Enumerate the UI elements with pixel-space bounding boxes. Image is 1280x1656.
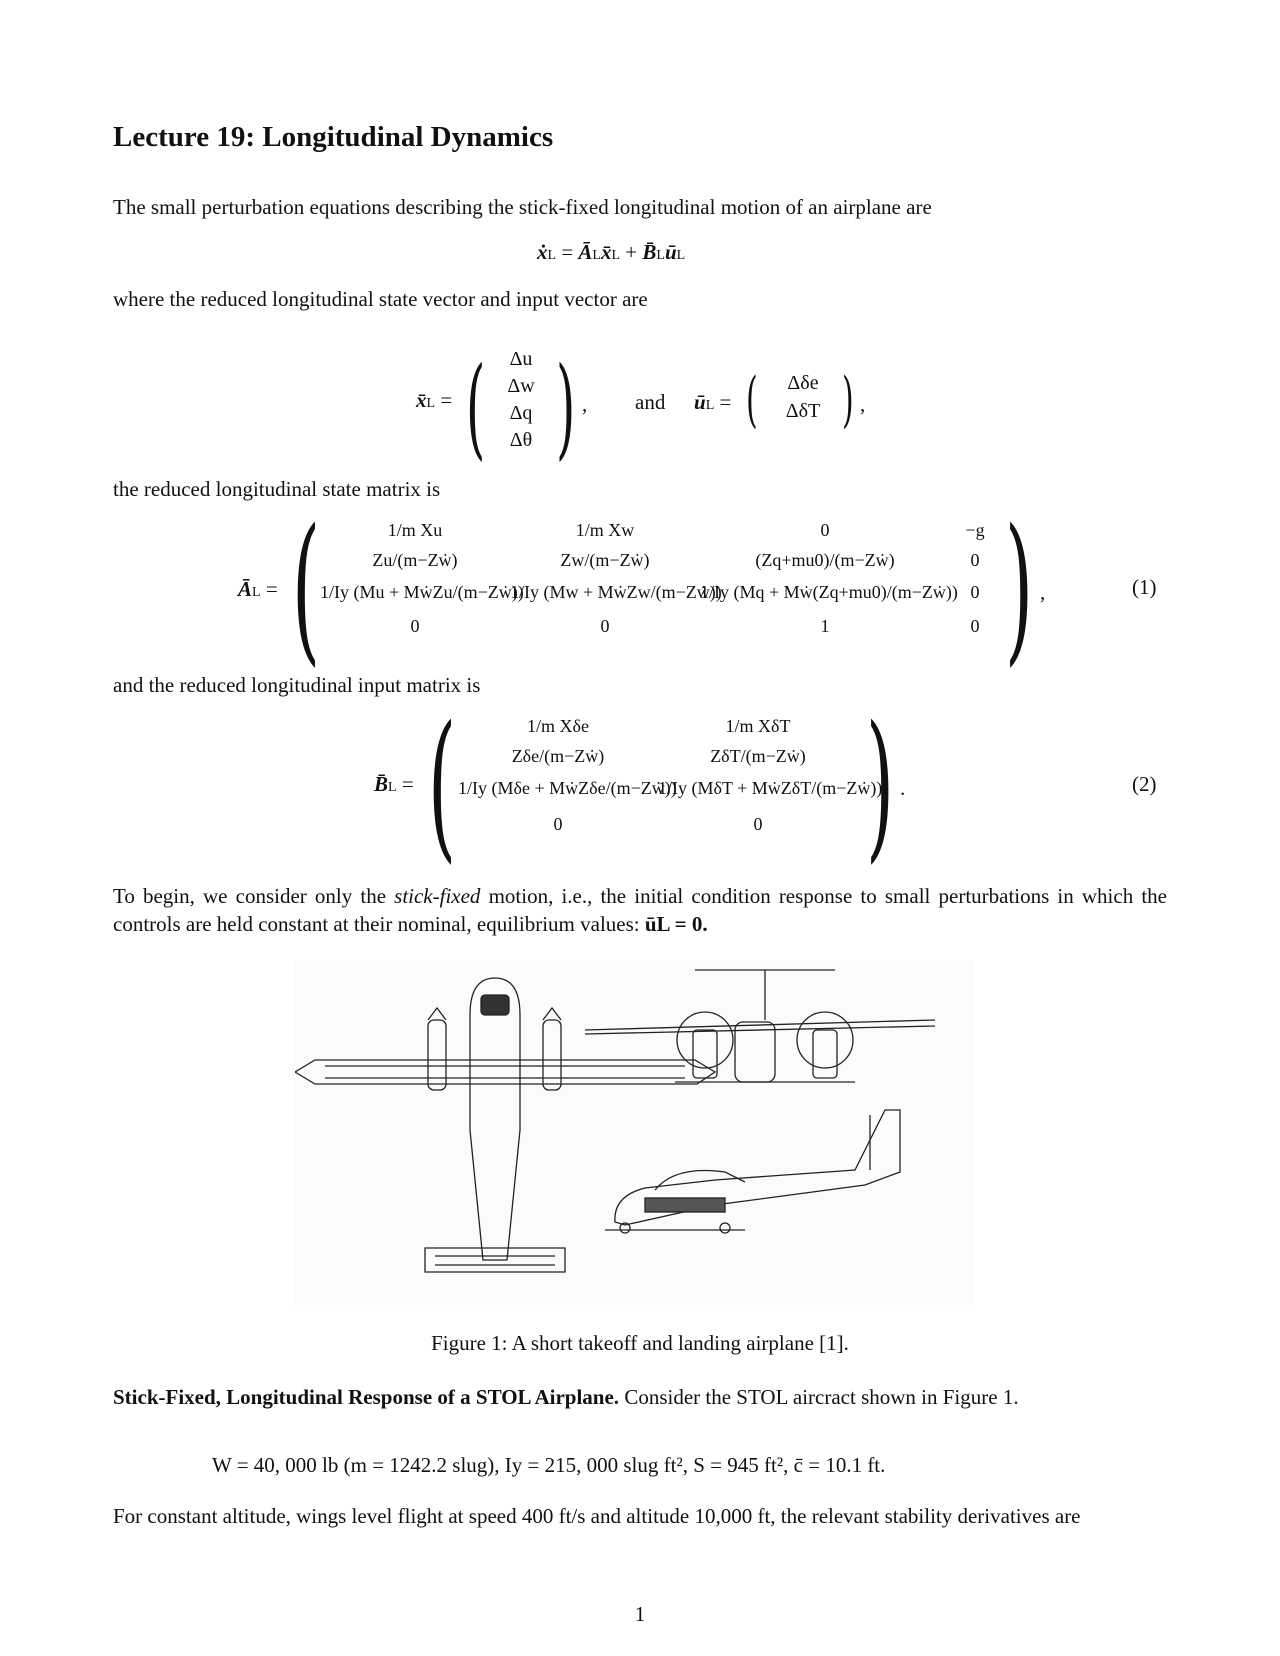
figure-stol-airplane [295, 960, 975, 1305]
stick-fixed-text: motion, i.e., the initial condition response to small perturbations in which the controls are held constant at their nominal, equilibrium values: [113, 884, 1167, 936]
comma: , [582, 392, 588, 416]
B-matrix-cell: 0 [553, 814, 563, 834]
input-matrix-paragraph: and the reduced longitudinal input matrix is [113, 673, 481, 697]
B-matrix-cell: 1/m XδT [725, 716, 791, 736]
A-matrix-cell: 1/Iy (Mw + MẇZw/(m−Zẇ)) [510, 582, 722, 602]
state-equation: ẋL = ĀLx̄L + B̄LūL [537, 240, 686, 264]
A-matrix-cell: Zw/(m−Zẇ) [560, 550, 650, 570]
B-matrix-cell: ZδT/(m−Zẇ) [710, 746, 806, 766]
left-paren-icon: ( [292, 494, 321, 681]
input-vector-entry: ΔδT [785, 400, 821, 422]
left-paren-icon: ( [466, 343, 486, 471]
comma: , [860, 392, 866, 416]
parameters-line: W = 40, 000 lb (m = 1242.2 slug), Iy = 215, 000 slug ft², S = 945 ft², c̄ = 10.1 ft. [212, 1453, 886, 1477]
A-matrix-cell: Zu/(m−Zẇ) [372, 550, 458, 570]
left-paren-icon: ( [746, 365, 758, 435]
and-word: and [635, 390, 666, 414]
stick-fixed-emphasis: stick-fixed [394, 884, 481, 908]
state-vector-label: x̄L = [416, 388, 453, 412]
page-number: 1 [634, 1602, 646, 1626]
right-paren-icon: ) [866, 691, 895, 878]
A-matrix-cell: 1/Iy (Mu + MẇZu/(m−Zẇ)) [320, 582, 524, 602]
equation-number: (2) [1132, 772, 1157, 796]
intro-paragraph: The small perturbation equations describing the stick-fixed longitudinal motion of an airplane are [113, 195, 932, 219]
comma: , [1040, 580, 1046, 604]
A-matrix-cell: (Zq+mu0)/(m−Zẇ) [755, 550, 895, 570]
state-matrix-paragraph: the reduced longitudinal state matrix is [113, 477, 441, 501]
B-matrix [458, 716, 883, 846]
state-vector-entry: Δu [509, 348, 533, 370]
where-paragraph: where the reduced longitudinal state vector and input vector are [113, 287, 648, 311]
B-matrix-cell: 1/m Xδe [527, 716, 589, 736]
equation-number: (1) [1132, 575, 1157, 599]
B-matrix-cell: 1/Iy (Mδe + MẇZδe/(m−Zẇ)) [458, 778, 677, 798]
input-vector-label: ūL = [694, 390, 732, 414]
A-matrix-cell: −g [965, 520, 985, 540]
right-paren-icon: ) [842, 365, 854, 435]
A-matrix-cell: 1 [820, 616, 830, 636]
A-matrix-cell: 1/m Xw [575, 520, 635, 540]
flight-condition-paragraph: For constant altitude, wings level flight at speed 400 ft/s and altitude 10,000 ft, the relevant stability derivatives are [113, 1504, 1081, 1528]
stick-fixed-text: To begin, we consider only the [113, 884, 395, 908]
A-matrix-cell: 1/Iy (Mq + Mẇ(Zq+mu0)/(m−Zẇ)) [700, 582, 958, 602]
A-matrix-cell: 0 [820, 520, 830, 540]
B-matrix-label: B̄L = [374, 772, 414, 796]
stick-fixed-equation: ūL = 0. [644, 912, 708, 936]
state-vector-entry: Δθ [509, 429, 533, 451]
stick-fixed-paragraph [113, 882, 1167, 938]
state-vector-entry: Δq [509, 402, 533, 424]
airplane-drawing [295, 960, 975, 1305]
input-vector-entry: Δδe [787, 372, 819, 394]
section-text: Consider the STOL aircract shown in Figure 1. [619, 1385, 1019, 1409]
figure-caption: Figure 1: A short takeoff and landing airplane [1]. [431, 1331, 849, 1355]
section-paragraph [113, 1383, 1167, 1411]
A-matrix-cell: 1/m Xu [387, 520, 443, 540]
period: . [900, 776, 906, 800]
A-matrix-label: ĀL = [238, 577, 278, 601]
A-matrix-cell: 0 [970, 616, 980, 636]
A-matrix-cell: 0 [970, 550, 980, 570]
B-matrix-cell: 1/Iy (MδT + MẇZδT/(m−Zẇ)) [658, 778, 883, 798]
A-matrix [320, 520, 1000, 650]
lecture-title: Lecture 19: Longitudinal Dynamics [113, 121, 554, 153]
A-matrix-cell: 0 [600, 616, 610, 636]
right-paren-icon: ) [556, 343, 576, 471]
right-paren-icon: ) [1005, 494, 1034, 681]
A-matrix-cell: 0 [970, 582, 980, 602]
state-vector-entry: Δw [507, 375, 535, 397]
section-heading: Stick-Fixed, Longitudinal Response of a STOL Airplane. [113, 1385, 620, 1409]
left-paren-icon: ( [428, 691, 457, 878]
B-matrix-cell: Zδe/(m−Zẇ) [511, 746, 605, 766]
B-matrix-cell: 0 [753, 814, 763, 834]
A-matrix-cell: 0 [410, 616, 420, 636]
